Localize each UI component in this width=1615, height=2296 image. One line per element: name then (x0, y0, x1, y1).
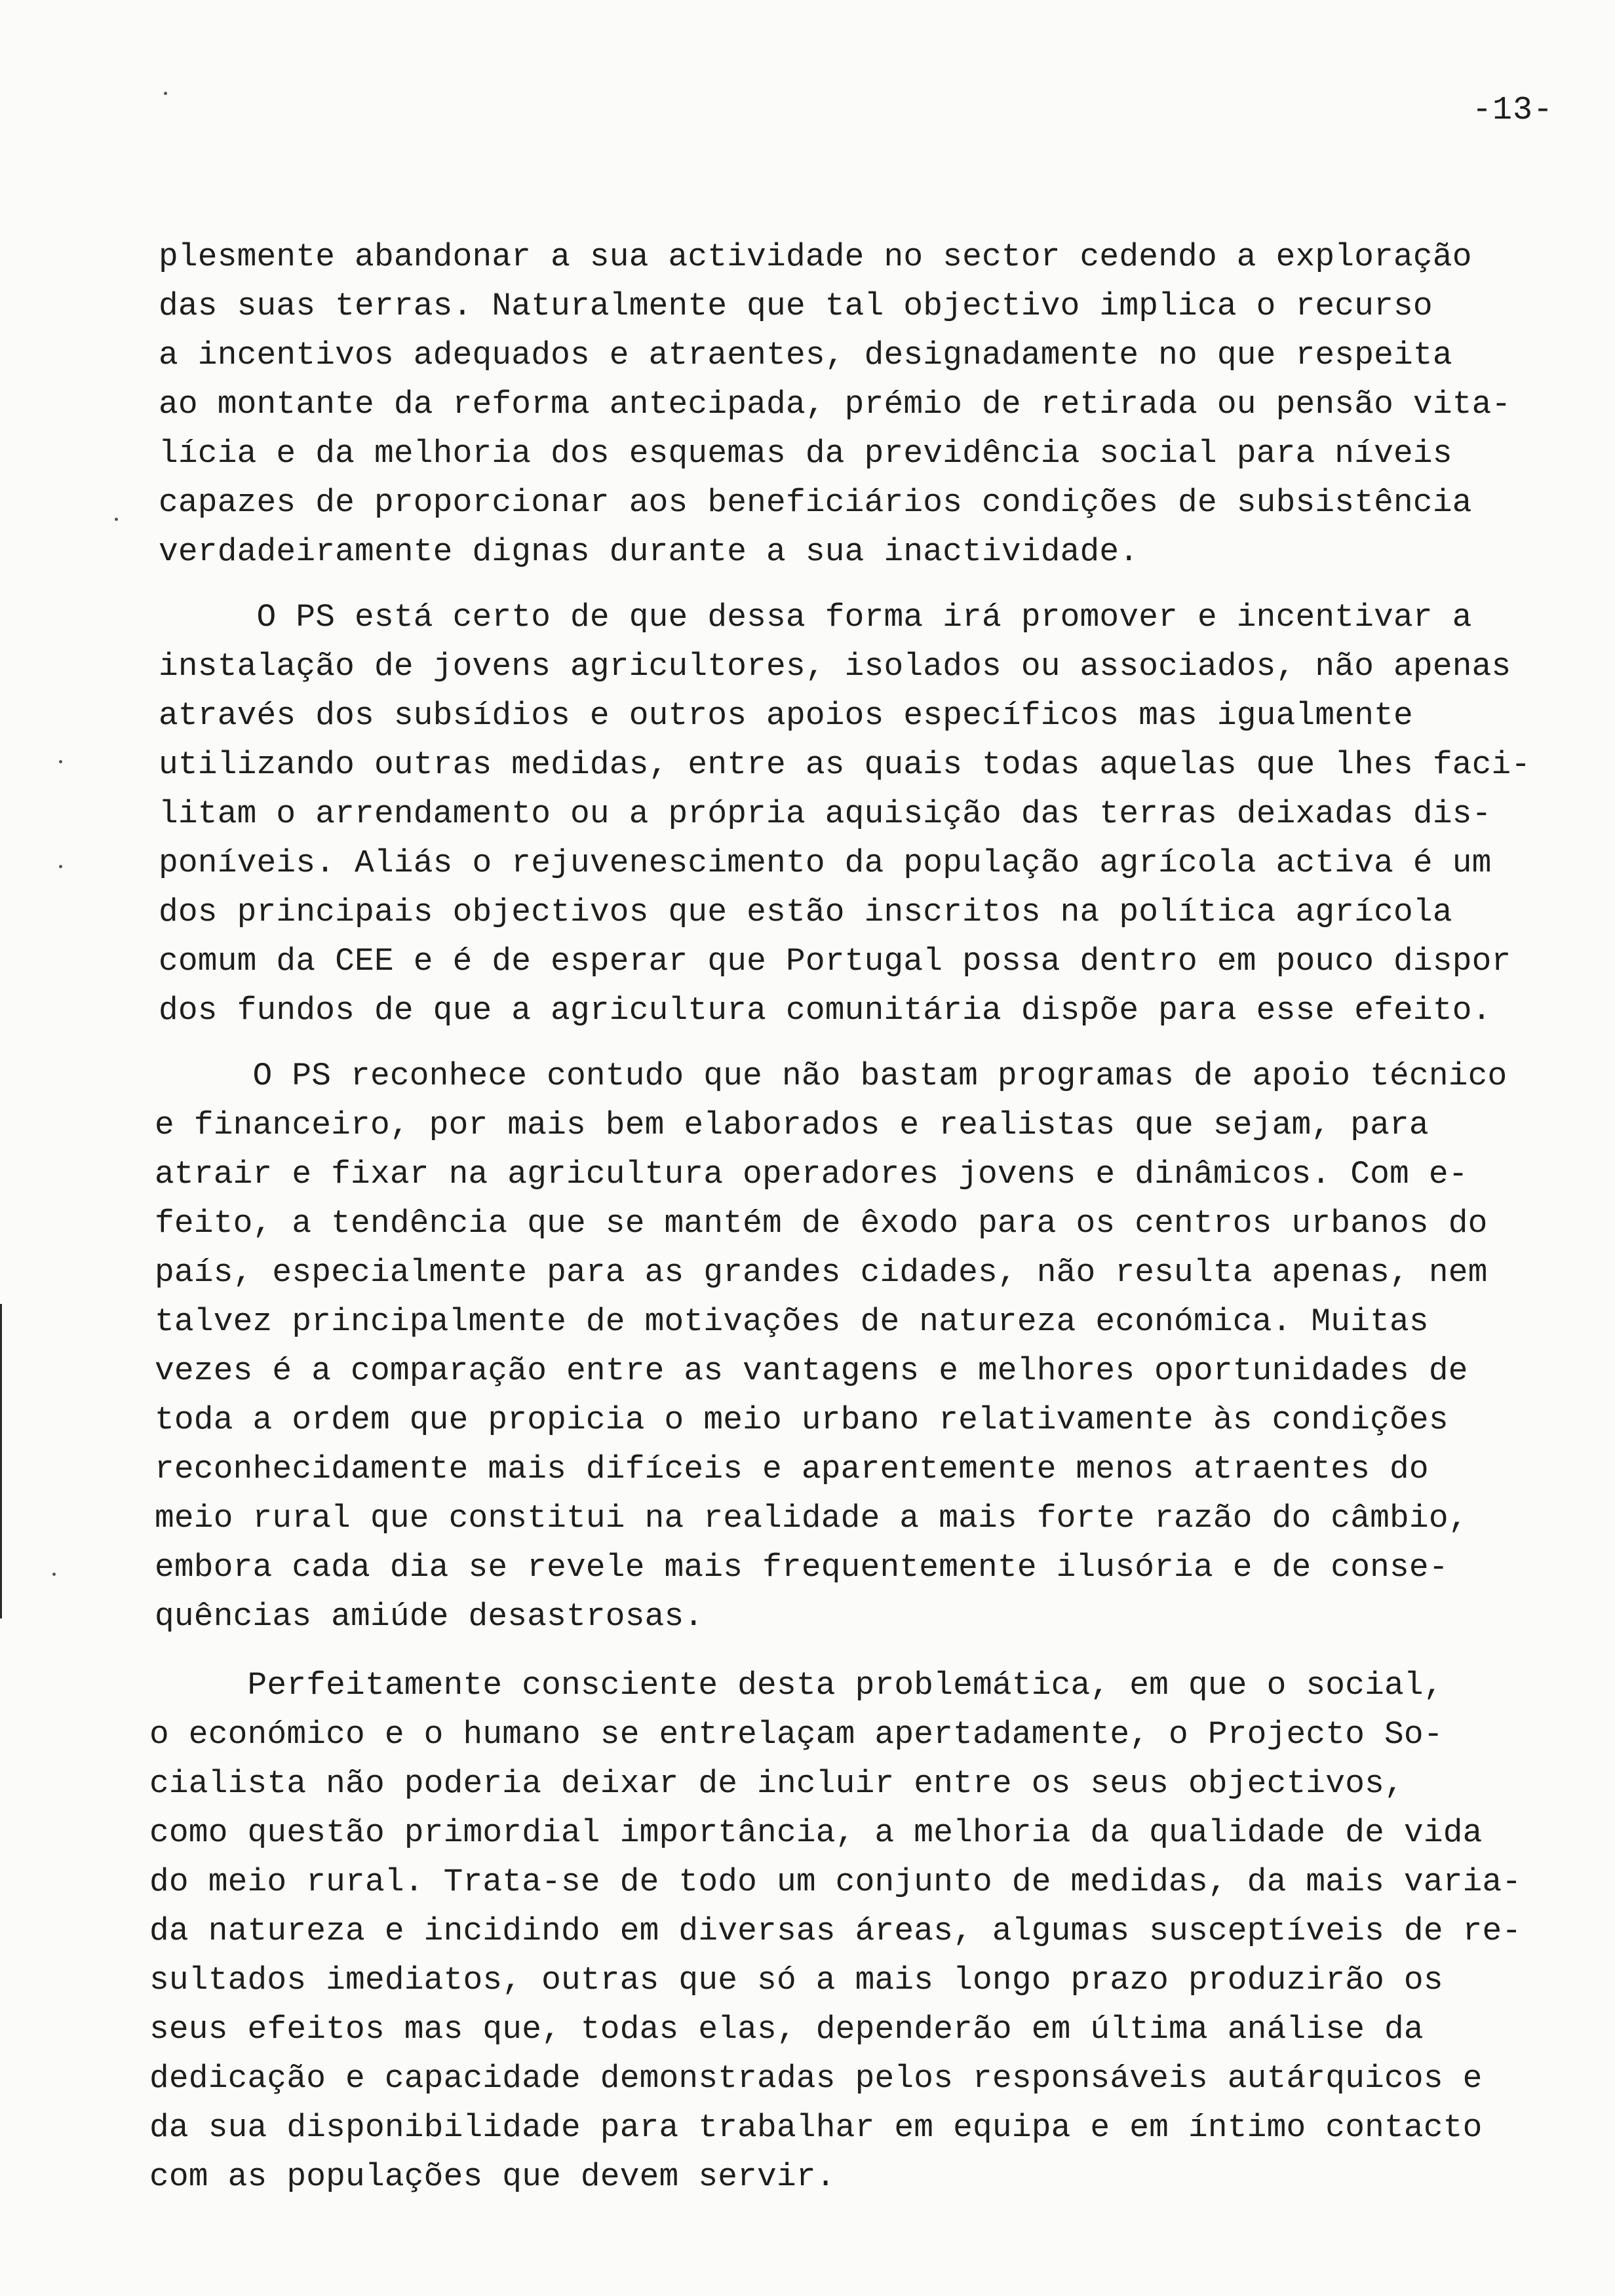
text-line: cialista não poderia deixar de incluir entre os seus objectivos, (149, 1765, 1404, 1802)
text-line: feito, a tendência que se mantém de êxodo para os centros urbanos do (155, 1205, 1488, 1242)
text-line: da sua disponibilidade para trabalhar em equipa e em íntimo contacto (149, 2109, 1483, 2146)
text-line: país, especialmente para as grandes cidades, não resulta apenas, nem (155, 1254, 1488, 1291)
text-line: sultados imediatos, outras que só a mais longo prazo produzirão os (149, 1962, 1443, 1999)
page-number: -13- (1471, 92, 1553, 129)
text-line: atrair e fixar na agricultura operadores jovens e dinâmicos. Com e- (155, 1156, 1468, 1193)
text-line: O PS reconhece contudo que não bastam programas de apoio técnico (155, 1058, 1508, 1094)
text-line: dedicação e capacidade demonstradas pelos responsáveis autárquicos e (149, 2060, 1483, 2097)
scan-speck (115, 518, 118, 521)
scan-speck (164, 92, 167, 95)
text-line: verdadeiramente dignas durante a sua inactividade. (159, 533, 1139, 570)
text-line: seus efeitos mas que, todas elas, dependerão em última análise da (149, 2011, 1424, 2048)
scan-speck (59, 760, 62, 763)
text-line: comum da CEE e é de esperar que Portugal possa dentro em pouco dispor (159, 943, 1511, 980)
margin-line (0, 1304, 2, 1618)
text-line: do meio rural. Trata-se de todo um conjunto de medidas, da mais varia- (149, 1864, 1522, 1900)
text-line: das suas terras. Naturalmente que tal objectivo implica o recurso (159, 288, 1433, 324)
scan-speck (52, 1573, 56, 1576)
text-line: vezes é a comparação entre as vantagens e melhores oportunidades de (155, 1352, 1468, 1389)
text-line: litam o arrendamento ou a própria aquisição das terras deixadas dis- (159, 795, 1492, 832)
text-line: dos fundos de que a agricultura comunitária dispõe para esse efeito. (159, 992, 1492, 1029)
text-line: O PS está certo de que dessa forma irá promover e incentivar a (159, 599, 1472, 636)
text-line: Perfeitamente consciente desta problemática, em que o social, (149, 1667, 1443, 1704)
text-line: dos principais objectivos que estão inscritos na política agrícola (159, 894, 1452, 930)
text-line: reconhecidamente mais difíceis e aparentemente menos atraentes do (155, 1451, 1429, 1487)
text-line: capazes de proporcionar aos beneficiários condições de subsistência (159, 484, 1472, 521)
scan-speck (59, 865, 62, 868)
text-line: meio rural que constitui na realidade a mais forte razão do câmbio, (155, 1500, 1468, 1537)
text-line: através dos subsídios e outros apoios específicos mas igualmente (159, 697, 1413, 734)
text-line: e financeiro, por mais bem elaborados e realistas que sejam, para (155, 1107, 1429, 1143)
text-line: a incentivos adequados e atraentes, designadamente no que respeita (159, 337, 1452, 373)
text-line: plesmente abandonar a sua actividade no sector cedendo a exploração (159, 239, 1472, 275)
text-line: talvez principalmente de motivações de natureza económica. Muitas (155, 1303, 1429, 1340)
text-line: como questão primordial importância, a melhoria da qualidade de vida (149, 1814, 1483, 1851)
text-line: o económico e o humano se entrelaçam apertadamente, o Projecto So- (149, 1716, 1443, 1753)
text-line: instalação de jovens agricultores, isolados ou associados, não apenas (159, 648, 1511, 685)
text-line: poníveis. Aliás o rejuvenescimento da população agrícola activa é um (159, 845, 1492, 881)
text-line: toda a ordem que propicia o meio urbano relativamente às condições (155, 1402, 1449, 1438)
text-line: lícia e da melhoria dos esquemas da previdência social para níveis (159, 435, 1452, 472)
text-line: ao montante da reforma antecipada, prémio de retirada ou pensão vita- (159, 386, 1511, 423)
text-line: quências amiúde desastrosas. (155, 1598, 704, 1635)
text-line: com as populações que devem servir. (149, 2158, 836, 2195)
text-line: da natureza e incidindo em diversas áreas, algumas susceptíveis de re- (149, 1913, 1522, 1949)
text-line: embora cada dia se revele mais frequentemente ilusória e de conse- (155, 1549, 1449, 1586)
text-line: utilizando outras medidas, entre as quais todas aquelas que lhes faci- (159, 746, 1531, 783)
